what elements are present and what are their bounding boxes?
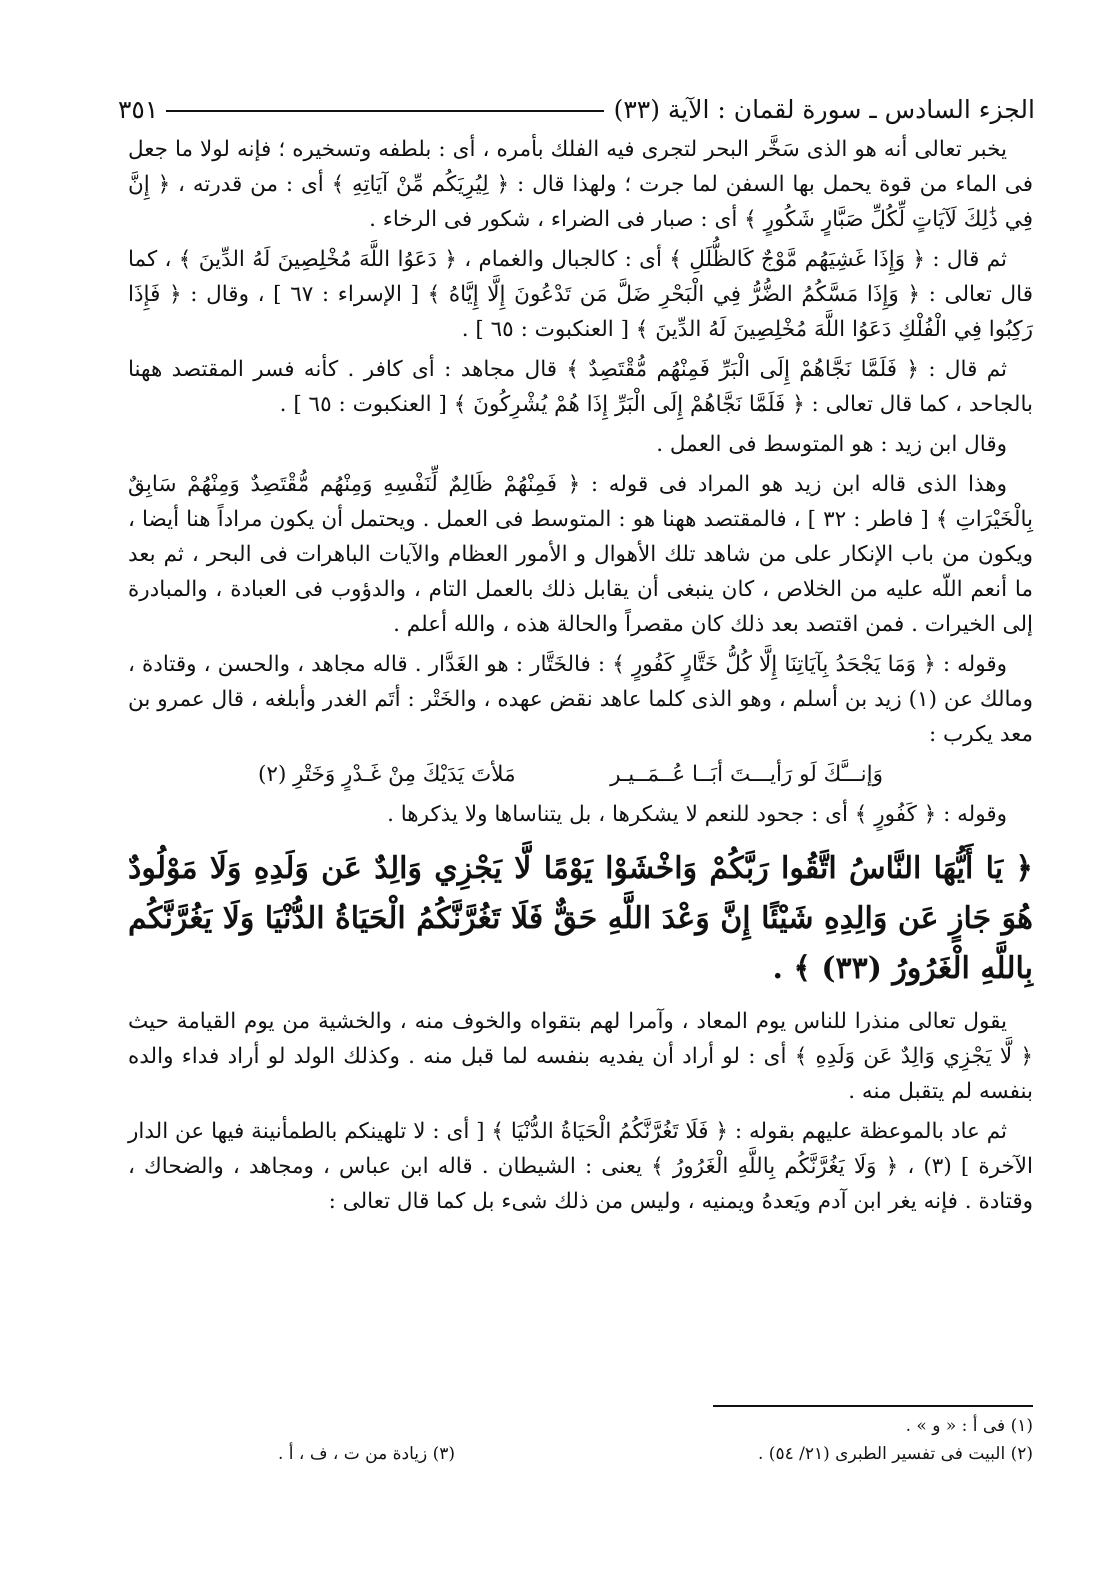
- footnote-1: (١) فى أ : « و » .: [905, 1416, 1033, 1436]
- running-title: الجزء السادس ـ سورة لقمان : الآية (٣٣): [613, 95, 1035, 124]
- poem-hemistich-first: وَإنـــَّكَ لَو رَأيـــتَ أبَــا عُــمَــيـر: [610, 762, 883, 787]
- paragraph: وقوله : ﴿ وَمَا يَجْحَدُ بِآيَاتِنَا إِلَّا كُلُّ خَتَّارٍ كَفُورٍ ﴾ : فالخَتَّار : هو الغَدَّار . قاله مجاهد ، والحسن ، وقتادة ، ومالك عن (١) زيد بن أسلم ، وهو الذى كلما عاهد نقض عهده ، والخَتْر : أتَم الغدر وأبلغه ، قال عمرو بن معد يكرب :: [128, 652, 1034, 747]
- tafsir-paragraph: ثم عاد بالموعظة عليهم بقوله : ﴿ فَلَا تَغُرَّنَّكُمُ الْحَيَاةُ الدُّنْيَا ﴾ [ أى : لا تلهينكم بالطمأنينة فيها عن الدار الآخرة ] (٣) ، ﴿ وَلَا يَغُرَّنَّكُم بِاللَّهِ الْغَرُورُ ﴾ يعنى : الشيطان . قاله ابن عباس ، ومجاهد ، والضحاك ، وقتادة . فإنه يغر ابن آدم ويَعدهُ ويمنيه ، وليس من ذلك شىء بل كما قال تعالى :: [128, 1119, 1033, 1214]
- poem-verse: [128, 757, 1033, 792]
- poem-hemistich-second: مَلأتَ يَدَيْكَ مِنْ غَـدْرٍ وَخَتْرِ (٢): [258, 762, 516, 787]
- quran-verse: ﴿ يَا أَيُّهَا النَّاسُ اتَّقُوا رَبَّكُمْ وَاخْشَوْا يَوْمًا لَّا يَجْزِي وَالِدٌ عَن وَلَدِهِ وَلَا مَوْلُودٌ هُوَ جَازٍ عَن وَالِدِهِ شَيْئًا إِنَّ وَعْدَ اللَّهِ حَقٌّ فَلَا تَغُرَّنَّكُمُ الْحَيَاةُ الدُّنْيَا وَلَا يَغُرَّنَّكُم بِاللَّهِ الْغَرُورُ (٣٣) ﴾ .: [128, 851, 1034, 986]
- footnotes: [128, 1412, 1033, 1468]
- paragraph: يخبر تعالى أنه هو الذى سَخَّر البحر لتجرى فيه الفلك بأمره ، أى : بلطفه وتسخيره ؛ فإنه لولا ما جعل فى الماء من قوة يحمل بها السفن لما جرت ؛ ولهذا قال : ﴿ لِيُرِيَكُم مِّنْ آيَاتِهِ ﴾ أى : من قدرته ، ﴿ إِنَّ فِي ذَٰلِكَ لَآيَاتٍ لِّكُلِّ صَبَّارٍ شَكُورٍ ﴾ أى : صبار فى الضراء ، شكور فى الرخاء .: [128, 137, 1033, 232]
- paragraph: ثم قال : ﴿ فَلَمَّا نَجَّاهُمْ إِلَى الْبَرِّ فَمِنْهُم مُّقْتَصِدٌ ﴾ قال مجاهد : أى كافر . كأنه فسر المقتصد ههنا بالجاحد ، كما قال تعالى : ﴿ فَلَمَّا نَجَّاهُمْ إِلَى الْبَرِّ إِذَا هُمْ يُشْرِكُونَ ﴾ [ العنكبوت : ٦٥ ] .: [128, 357, 1033, 417]
- paragraph: وقال ابن زيد : هو المتوسط فى العمل .: [656, 432, 1007, 457]
- footnote-2: (٢) البيت فى تفسير الطبرى (٢١/ ٥٤) .: [757, 1444, 1033, 1464]
- header-rule: [166, 110, 603, 112]
- footnote-rule: [713, 1405, 1033, 1407]
- page-body: [128, 132, 1033, 1224]
- paragraph: وهذا الذى قاله ابن زيد هو المراد فى قوله : ﴿ فَمِنْهُمْ ظَالِمٌ لِّنَفْسِهِ وَمِنْهُم مُّقْتَصِدٌ وَمِنْهُمْ سَابِقٌ بِالْخَيْرَاتِ ﴾ [ فاطر : ٣٢ ] ، فالمقتصد ههنا هو : المتوسط فى العمل . ويحتمل أن يكون مراداً هنا أيضا ، ويكون من باب الإنكار على من شاهد تلك الأهوال و الأمور العظام والآيات الباهرات فى البحر ، ثم بعد ما أنعم اللّه عليه من الخلاص ، كان ينبغى أن يقابل ذلك بالعمل التام ، والدؤوب فى العبادة ، والمبادرة إلى الخيرات . فمن اقتصد بعد ذلك كان مقصراً والحالة هذه ، والله أعلم .: [128, 472, 1034, 637]
- paragraph: وقوله : ﴿ كَفُورٍ ﴾ أى : جحود للنعم لا يشكرها ، بل يتناساها ولا يذكرها .: [387, 802, 1007, 827]
- tafsir-paragraph: يقول تعالى منذرا للناس يوم المعاد ، وآمرا لهم بتقواه والخوف منه ، والخشية من يوم القيامة حيث ﴿ لَّا يَجْزِي وَالِدٌ عَن وَلَدِهِ ﴾ أى : لو أراد أن يفديه بنفسه لما قبل منه . وكذلك الولد لو أراد فداء والده بنفسه لم يتقبل منه .: [128, 1009, 1033, 1104]
- page-number: ٣٥١: [118, 95, 159, 124]
- paragraph: ثم قال : ﴿ وَإِذَا غَشِيَهُم مَّوْجٌ كَالظُّلَلِ ﴾ أى : كالجبال والغمام ، ﴿ دَعَوُا اللَّهَ مُخْلِصِينَ لَهُ الدِّينَ ﴾ ، كما قال تعالى : ﴿ وَإِذَا مَسَّكُمُ الضُّرُّ فِي الْبَحْرِ ضَلَّ مَن تَدْعُونَ إِلَّا إِيَّاهُ ﴾ [ الإسراء : ٦٧ ] ، وقال : ﴿ فَإِذَا رَكِبُوا فِي الْفُلْكِ دَعَوُا اللَّهَ مُخْلِصِينَ لَهُ الدِّينَ ﴾ [ العنكبوت : ٦٥ ] .: [128, 247, 1033, 342]
- footnote-3: (٣) زيادة من ت ، ف ، أ .: [278, 1444, 456, 1464]
- running-header: [118, 80, 1035, 124]
- footnote-row: [128, 1440, 1033, 1468]
